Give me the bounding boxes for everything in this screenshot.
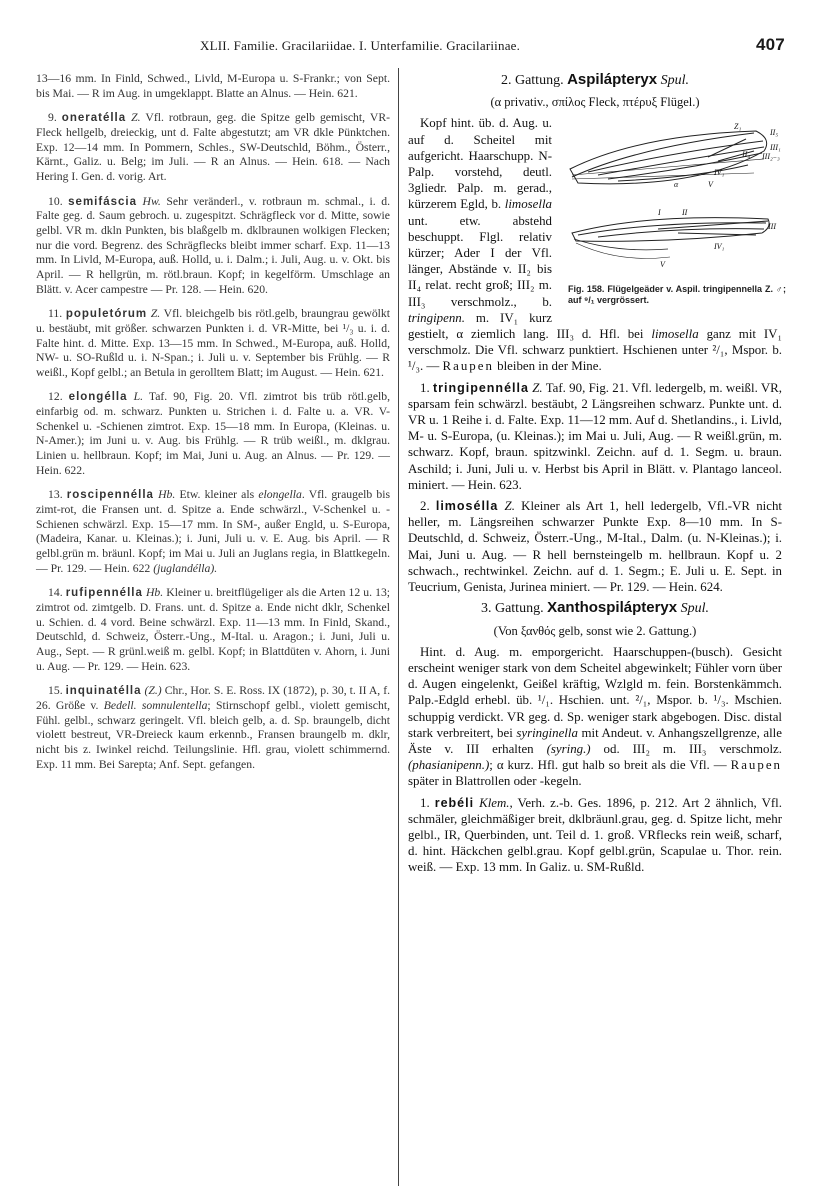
species-14: 14. rufipennélla Hb. Kleiner u. breitflügeliger als die Arten 12 u. 13; zimtrot od. zimtgelb. D. Frans. unt. d. Spitze a. Ende nicht dklr, Schenkel u. Schien. d. 4 vord. Beine schwärzl. Exp. 11—13 mm. In Finld, Skand., Deutschld, d. Schweiz, Österr.-Ung., M-Ital. u. Aragon.; i. Juni, Juli u. Aug., Sept. — R grünl.weiß m. gelbl. Kopf; in Blattdüten v. Ahorn, i. Juni u. Aug. — Pr. 129. — Hein. 623. [36, 586, 391, 673]
figure-label: III [768, 222, 776, 232]
figure-label: II₅ [770, 128, 779, 138]
figure-label: III₁ [770, 143, 781, 153]
hindwing-fringe [576, 243, 670, 258]
etymology-3: (Von ξανθός gelb, sonst wie 2. Gattung.) [493, 623, 697, 638]
species-15: 15. inquinatélla (Z.) Chr., Hor. S. E. Ross. IX (1872), p. 30, t. II A, f. 26. Größe v. Bedell. somnulentella; Stirnschopf gelbl., violett gemischt, Fühl. gelbl., schwarz geringelt. Vfl. bleich gelb, a. d. Sp. braungelb, dicht violett bestreut, VR-Dreieck kaum erkennb., Fransen braungelb m. dklr, nicht bis z. Iwinkel reichd. Teilungslinie. Hfl. grau, violett schimmernd. Exp. 11 mm. Bei Sarepta; Anf. Sept. gefangen. [36, 684, 391, 771]
right-column [408, 71, 786, 881]
left-column [36, 72, 390, 782]
species-name: semifáscia [68, 195, 137, 208]
running-title: XLII. Familie. Gracilariidae. I. Unterfamilie. Gracilariinae. [200, 38, 521, 53]
species-9: 9. oneratélla Z. Vfl. rotbraun, geg. die Spitze gelb gemischt, VR-Fleck hellgelb, dreieckig, unt d. Falte abgestutzt; am VR dkle Pünktchen. Exp. 12—14 mm. In Pommern, Schles., SW-Deutschld, Böhm., Österr., Kärnt., Galiz. u. Belg; im Juli. — R an Alnus. — Hein. 618. — Nach Hering I. Gen. d. vorig. Art. [36, 111, 391, 183]
figure-label: II₄ [742, 150, 751, 160]
running-header [0, 35, 819, 64]
figure-label: IV₁ [714, 168, 725, 178]
hindwing-outline [572, 218, 769, 242]
species-rebeli: 1. rebéli Klem., Verh. z.-b. Ges. 1896, p. 212. Art 2 ähnlich, Vfl. schmäler, gleichmäßiger breit, dklbräunl.grau, geg. d. Spitze licht, mehr gelbl., IR, Querbinden, unt. Teil d. 1. groß. VRflecks rein weiß, scharf, d. hint. Häckchen gelbl.grau. Kopf gelbl.grün, Scapulae u. Thor. rein. weiß. — Exp. 13 mm. In Galiz. u. SM-Rußld. [408, 795, 782, 875]
species-11: 11. populetórum Z. Vfl. bleichgelb bis rötl.gelb, braungrau gewölkt u. bestäubt, mit größer. schwarzen Punkten i. d. VR-Mitte, bei ¹/₃ u. i. d. Falte hint. d. Mitte. Exp. 13—15 mm. In Schwed., M-Europa, auß. Holld, NW- u. SO-Rußld u. i. N-Span.; i. Juli u. v. September bis Frühlg. — R weißl., Kopf gelbl.; an Betula in gerolltem Blatt; im August. — Hein. 621. [36, 307, 390, 379]
hindwing-vein [658, 221, 768, 229]
figure-label: III₂₋₃ [762, 152, 780, 162]
figure-label: α [674, 180, 679, 190]
species-name: limosélla [435, 499, 499, 514]
figure-label: I [658, 208, 661, 218]
figure-label: V [708, 180, 713, 190]
forewing-vein [572, 133, 754, 177]
species-name: tringipennélla [432, 380, 529, 395]
species-12: 12. elongélla L. Taf. 90, Fig. 20. Vfl. zimtrot bis trüb rötl.gelb, einfarbig od. m. schwarz. Punkten u. Strichen i. d. Falte u. a. VR. V-Schenkel u. -Schienen zimtrot. Exp. 15—18 mm. In Europa, (Kleinas. u. N-Amer.); im Juni u. v. Aug. bis Frühlg. — R trüb weißl., m. dklgrau. Linien u. hellbraun. Kopf; im Mai, Juni u. Aug. an Alnus. — Pr. 129. — Hein. 622. [36, 390, 391, 477]
species-name: rebéli [434, 795, 475, 810]
species-name: inquinatélla [65, 685, 142, 698]
species-name: oneratélla [61, 112, 127, 125]
genus-heading-2: 2. Gattung. Aspilápteryx Spul. [500, 71, 690, 88]
wing-venation-figure [558, 117, 786, 315]
page-number: 407 [756, 35, 785, 54]
hindwing-vein [678, 233, 756, 235]
species-name: roscipennélla [66, 489, 154, 502]
column-divider [398, 68, 399, 1186]
figure-label: IV₁ [714, 242, 725, 252]
figure-label: Z₁ [734, 122, 742, 132]
forewing-fringe [572, 159, 764, 178]
species-limosella: 2. limosélla Z. Kleiner als Art 1, hell ledergelb, Vfl.-VR nicht heller, m. Längsreihen schwarzer Punkte Exp. 8—10 mm. In S-Deutschld, d. Schweiz, Österr.-Ung., M-Ital., Dalm. (u. N-Kleinas.); i. Mai, Juni u. Aug. — R hell bernsteingelb m. hellbraun. Kopf u. 2 schwach., rechtwinkel. Zeichn. auf d. 1. Segm.; E. Juli u. E. Sept. in Teucrium, Genista, Jurinea miniert. — Pr. 129. — Hein. 624. [408, 499, 782, 595]
species-10: 10. semifáscia Hw. Sehr veränderl., v. rotbraun m. schmal., i. d. Falte geg. d. Saum gebroch. u. zugespitzt. Schrägfleck vor d. Mitte, sowie gelbl. VR m. dkln Punkten, bis blaßgelb m. dklbraunen wolkigen Flecken; nur die vord. Begrenz. des Schrägflecks bleibt immer scharf. Exp. 11—13 mm. In Livld, M-Europa, auß. Holld, u. i. Dalm.; i. Juli, Aug. u. v. Okt. bis April. — R hellgrün, m. rötl.braun. Kopf; in kegelförm. Umschlage an Blätt. v. Acer campestre — Pr. 128. — Hein. 620. [36, 194, 391, 296]
figure-label: V [660, 260, 665, 270]
species-name: populetórum [65, 308, 148, 321]
species-13: 13. roscipennélla Hb. Etw. kleiner als elongella. Vfl. graugelb bis zimt-rot, die Fransen unt. d. Spitze a. Ende schwärzl., V-Schenkel u. -Schienen schwärzl. Exp. 15—17 mm. In SM-, außer Engld, u. S-Europa, (Madeira, Kanar. u. Kleinas.); i. Juni, Juli u. v. E. Aug. bis April. — R gelbl.grün m. bräunl. Kopf; im Mai u. Juli an Juglans regia, in Blattkegeln. — Pr. 129. — Hein. 622 (juglandélla). [36, 488, 391, 575]
etymology-2: (α privativ., σπίλος Fleck, πτέρυξ Flügel.) [490, 95, 700, 110]
continued-paragraph: 13—16 mm. In Finld, Schwed., Livld, M-Europa u. S-Frankr.; von Sept. bis Mai. — R im Aug. in umgeklappt. Blatte an Alnus. — Hein. 621. [36, 72, 390, 100]
figure-caption: Fig. 158. Flügelgeäder v. Aspil. tringipennella Z. ♂; auf ⁹/₁ vergrössert. [568, 284, 786, 306]
genus-2-description: Z₁ II₅ III₁ II₄ III₂₋₃ IV₁ V α I II III IV₁ V Fig. 158. Flügelgeäder v. Aspil. tringipennella Z. ♂; auf ⁹/₁ vergrössert. Kopf hint. üb. d. Aug. u. auf d. Scheitel mit aufgericht. Haarschupp. N-Palp. vorstehd, deutl. 3gliedr. Palp. m. gerad., kürzerem Egld, b. limosella unt. etw. abstehd beschuppt. Flgl. relativ kürzer; Ader I der Vfl. länger, Abstände v. II₂ bis II₄ relat. recht groß; III₂ m. III₃ verschmolz., b. tringipenn. m. IV₁ kurz gestielt, α ziemlich lang. III₃ d. Hfl. bei limosella ganz mit IV₁ verschmolz. Die Vfl. schwarz punktiert. Hschienen unter ²/₁, Mspor. b. ¹/₃. — Raupen bleiben in der Mine. [408, 116, 786, 374]
genus-3-description: Hint. d. Aug. m. emporgericht. Haarschuppen-(busch). Gesicht erscheint weniger stark von dem Scheitel abgewinkelt; Fühler vorn über d. Augen eingelenkt, Geißel kräftig, Wzlgld m. fein. Borstenkämmch. Palp.-Edgld erhebl. üb. ¹/₁. Hschien. unt. ²/₁, Mspor. b. ¹/₃. Mschien. schuppig verdickt. VR geg. d. Sp. weniger stark abgebogen. Disc. distal stark verbreitert, bei syringinella mit Andeut. v. Anhangszellgrenze, alle Äste v. III erhalten (syring.) od. III₂ m. III₃ verschmolz. (phasianipenn.); α kurz. Hfl. gut halb so breit als die Vfl. — Raupen später in Blattrollen oder -kegeln. [408, 644, 782, 789]
species-tringipennella: 1. tringipennélla Z. Taf. 90, Fig. 21. Vfl. ledergelb, m. weißl. VR, sparsam fein schwärzl. bestäubt, 2 Längsreihen schwarz. Punkte unt. d. VR u. 1 Reihe i. d. Falte. Exp. 11—12 mm. Auf d. Shetlandins., i. Livld, M- u. S-Europa, (u. Kleinas.); im Mai u. Juli, Aug. — R weißl.grün, m. schwarz. Kopf, braun. spitzwinkl. Zeichn. auf d. 1. Segm. u. braun. Aschild; i. Juni, Juli u. v. Herbst bis April in Blätt. v. Plantago lanceol. miniert. — Hein. 623. [408, 380, 782, 492]
species-name: elongélla [68, 391, 128, 404]
figure-label: II [682, 208, 688, 218]
genus-heading-3: 3. Gattung. Xanthospilápteryx Spul. [480, 599, 710, 617]
species-name: rufipennélla [65, 587, 143, 600]
